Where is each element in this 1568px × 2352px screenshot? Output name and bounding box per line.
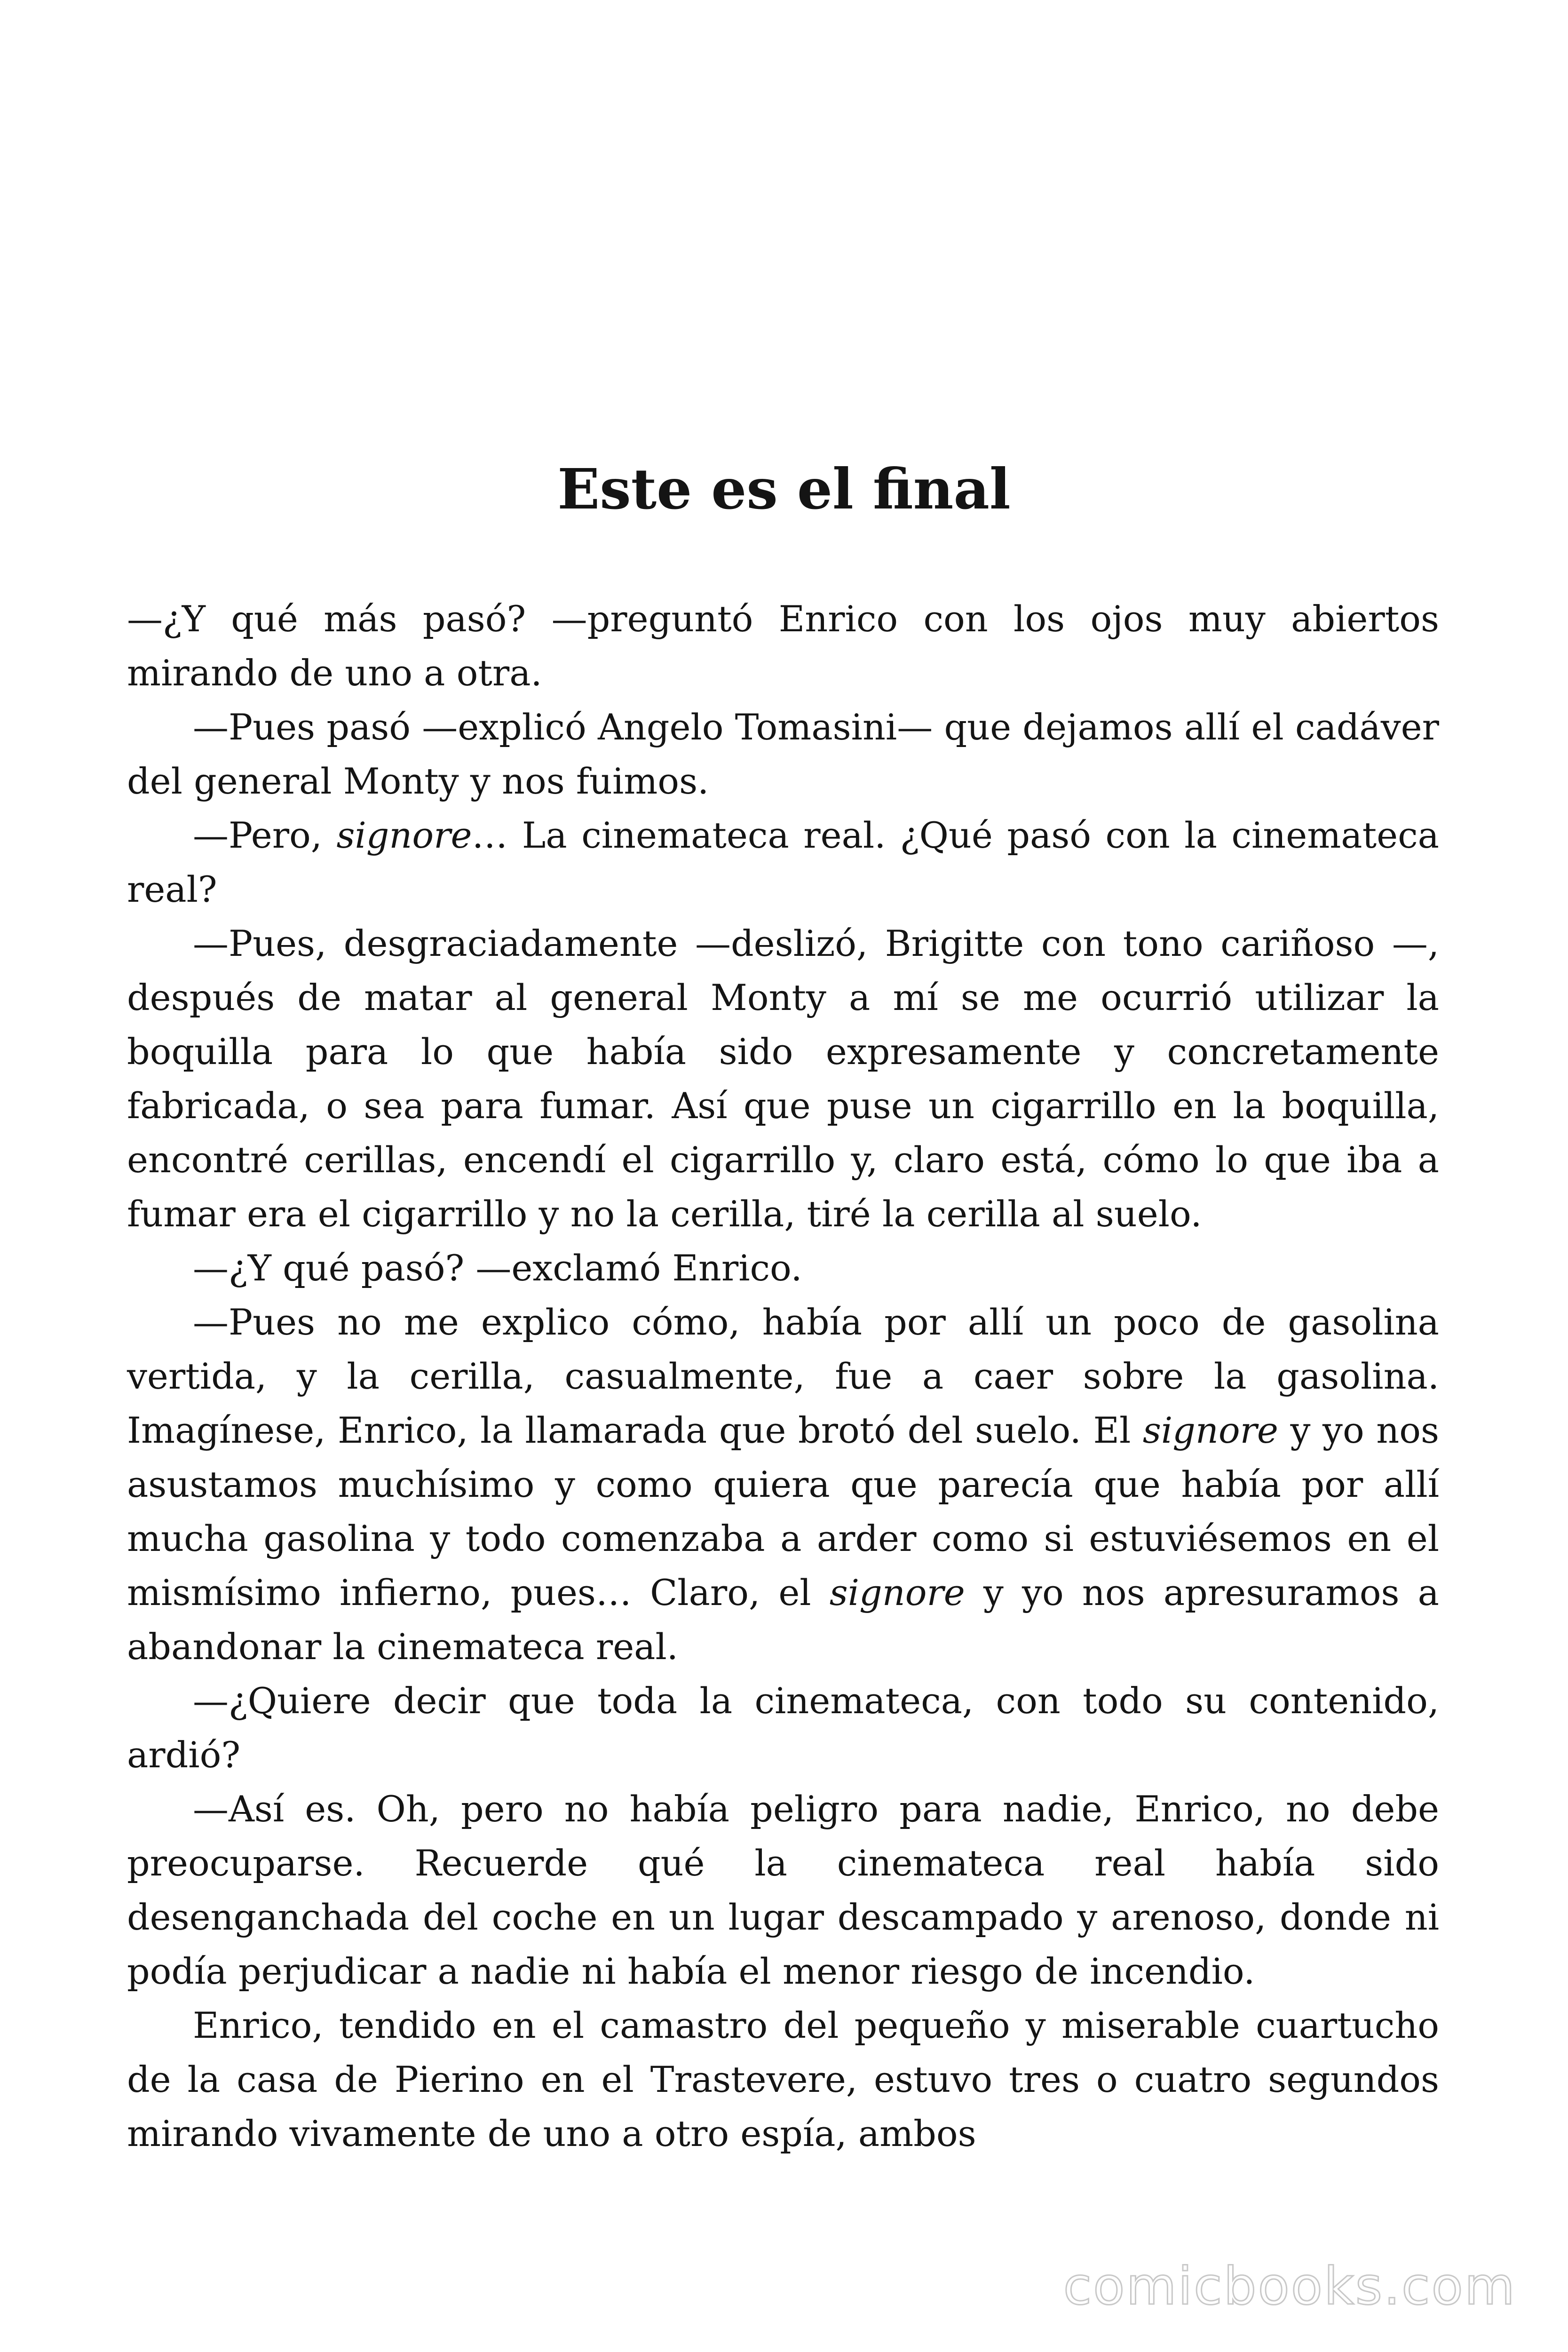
- chapter-title: Este es el final: [557, 456, 1011, 522]
- paragraph: [127, 916, 1439, 1241]
- text-run: —Pues, desgraciadamente —deslizó, Brigitte con tono cariñoso —, después de matar al general Monty a mí se me ocurrió utilizar la boquilla para lo que había sido expresamente y concretamente fabricada, o sea para fumar. Así que puse un cigarrillo en la boquilla, encontré cerillas, encendí el cigarrillo y, claro está, cómo lo que iba a fumar era el cigarrillo y no la cerilla, tiré la cerilla al suelo.: [127, 922, 1439, 1235]
- text-run: y yo nos asustamos muchísimo y como quiera que parecía que había por allí mucha gasolina y todo comenzaba a arder como si estuviésemos en el mismísimo infierno, pues… Claro, el: [127, 1409, 1439, 1613]
- paragraph: [127, 1674, 1439, 1782]
- body-text: [127, 592, 1439, 2161]
- watermark: comicbooks.com: [1063, 2256, 1516, 2316]
- text-run: … La cinemateca real. ¿Qué pasó con la cinemateca real?: [127, 814, 1439, 910]
- text-run: —Así es. Oh, pero no había peligro para nadie, Enrico, no debe preocuparse. Recuerde qué la cinemateca real había sido desenganchada del coche en un lugar descampado y arenoso, donde ni podía perjudicar a nadie ni había el menor riesgo de incendio.: [127, 1788, 1439, 1992]
- italic-text: signore: [829, 1572, 965, 1613]
- paragraph: [127, 808, 1439, 916]
- text-run: —¿Y qué más pasó? —preguntó Enrico con los ojos muy abiertos mirando de uno a otra.: [127, 598, 1439, 694]
- italic-text: signore: [1142, 1409, 1278, 1451]
- text-run: Enrico, tendido en el camastro del pequeño y miserable cuartucho de la casa de Pierino en el Trastevere, estuvo tres o cuatro segundos mirando vivamente de uno a otro espía, ambos: [127, 2004, 1439, 2154]
- paragraph: [127, 1998, 1439, 2161]
- text-run: —¿Y qué pasó? —exclamó Enrico.: [193, 1247, 802, 1289]
- paragraph: [127, 1241, 1439, 1295]
- text-run: —Pero,: [193, 814, 337, 856]
- text-run: y yo nos apresuramos a abandonar la cinemateca real.: [127, 1572, 1439, 1668]
- text-run: —Pues no me explico cómo, había por allí un poco de gasolina vertida, y la cerilla, casualmente, fue a caer sobre la gasolina. Imagínese, Enrico, la llamarada que brotó del suelo. El: [127, 1301, 1439, 1451]
- text-run: —¿Quiere decir que toda la cinemateca, con todo su contenido, ardió?: [127, 1680, 1439, 1776]
- paragraph: [127, 592, 1439, 700]
- paragraph: [127, 1295, 1439, 1674]
- text-run: —Pues pasó —explicó Angelo Tomasini— que dejamos allí el cadáver del general Monty y nos fuimos.: [127, 706, 1439, 802]
- paragraph: [127, 1782, 1439, 1998]
- paragraph: [127, 700, 1439, 808]
- italic-text: signore: [336, 814, 472, 856]
